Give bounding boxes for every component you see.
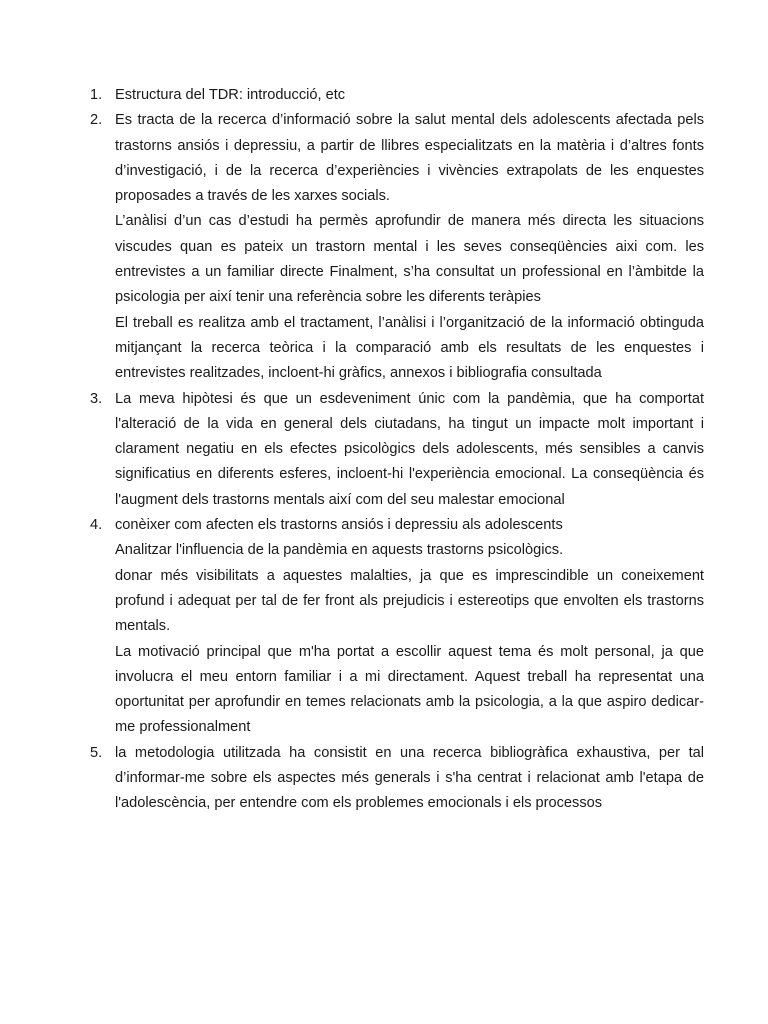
paragraph: conèixer com afecten els trastorns ansiós i depressiu als adolescents <box>115 517 563 534</box>
list-item-3 <box>90 387 704 513</box>
list-number: 3. <box>90 390 103 407</box>
paragraph: La meva hipòtesi és que un esdeveniment únic com la pandèmia, que ha comportat l'alteració de la vida en general dels ciutadans, ha tingut un impacte molt important i clarament negatiu en els efectes psicològics dels adolescents, més sensibles a canvis significatius en diferents esferes, incloent-hi l'experiència emocional. La conseqüència és l'augment dels trastorns mentals així com del seu malestar emocional <box>115 390 704 508</box>
paragraph: Analitzar l'influencia de la pandèmia en aquests trastorns psicològics. <box>115 542 564 559</box>
numbered-list <box>90 83 704 817</box>
paragraph: donar més visibilitats a aquestes malalties, ja que es imprescindible un coneixement profund i adequat per tal de fer front als prejudicis i estereotips que envolten els trastorns mentals. <box>115 567 704 635</box>
paragraph: L’anàlisi d’un cas d’estudi ha permès aprofundir de manera més directa les situacions viscudes quan es pateix un trastorn mental i les seves conseqüències aixi com. les entrevistes a un familiar directe Finalment, s’ha consultat un professional en l’àmbitde la psicologia per així tenir una referència sobre les diferents teràpies <box>115 213 704 306</box>
list-item-5 <box>90 741 704 817</box>
paragraph: la metodologia utilitzada ha consistit en una recerca bibliogràfica exhaustiva, per tal d’informar-me sobre els aspectes més generals i s'ha centrat i relacionat amb l'etapa de l'adolescència, per entendre com els problemes emocionals i els processos <box>115 744 704 812</box>
list-number: 4. <box>90 517 103 534</box>
paragraph: Estructura del TDR: introducció, etc <box>115 87 346 103</box>
paragraph: La motivació principal que m'ha portat a escollir aquest tema és molt personal, ja que involucra el meu entorn familiar i a mi directament. Aquest treball ha representat una oportunitat per aprofundir en temes relacionats amb la psicologia, a la que aspiro dedicar-me professionalment <box>115 643 704 736</box>
list-number: 2. <box>90 112 103 129</box>
list-item-1 <box>90 83 704 108</box>
paragraph: Es tracta de la recerca d’informació sobre la salut mental dels adolescents afectada pels trastorns ansiós i depressiu, a partir de llibres especialitzats en la matèria i d’altres fonts d’investigació, i de la recerca d’experiències i vivències extrapolats de les enquestes proposades a través de les xarxes socials. <box>115 112 704 205</box>
list-item-2 <box>90 108 704 386</box>
list-number: 5. <box>90 744 103 761</box>
list-item-4 <box>90 513 704 741</box>
list-number: 1. <box>90 87 103 103</box>
paragraph: El treball es realitza amb el tractament, l’anàlisi i l’organització de la informació obtinguda mitjançant la recerca teòrica i la comparació amb els resultats de les enquestes i entrevistes realitzades, incloent-hi gràfics, annexos i bibliografia consultada <box>115 314 704 382</box>
